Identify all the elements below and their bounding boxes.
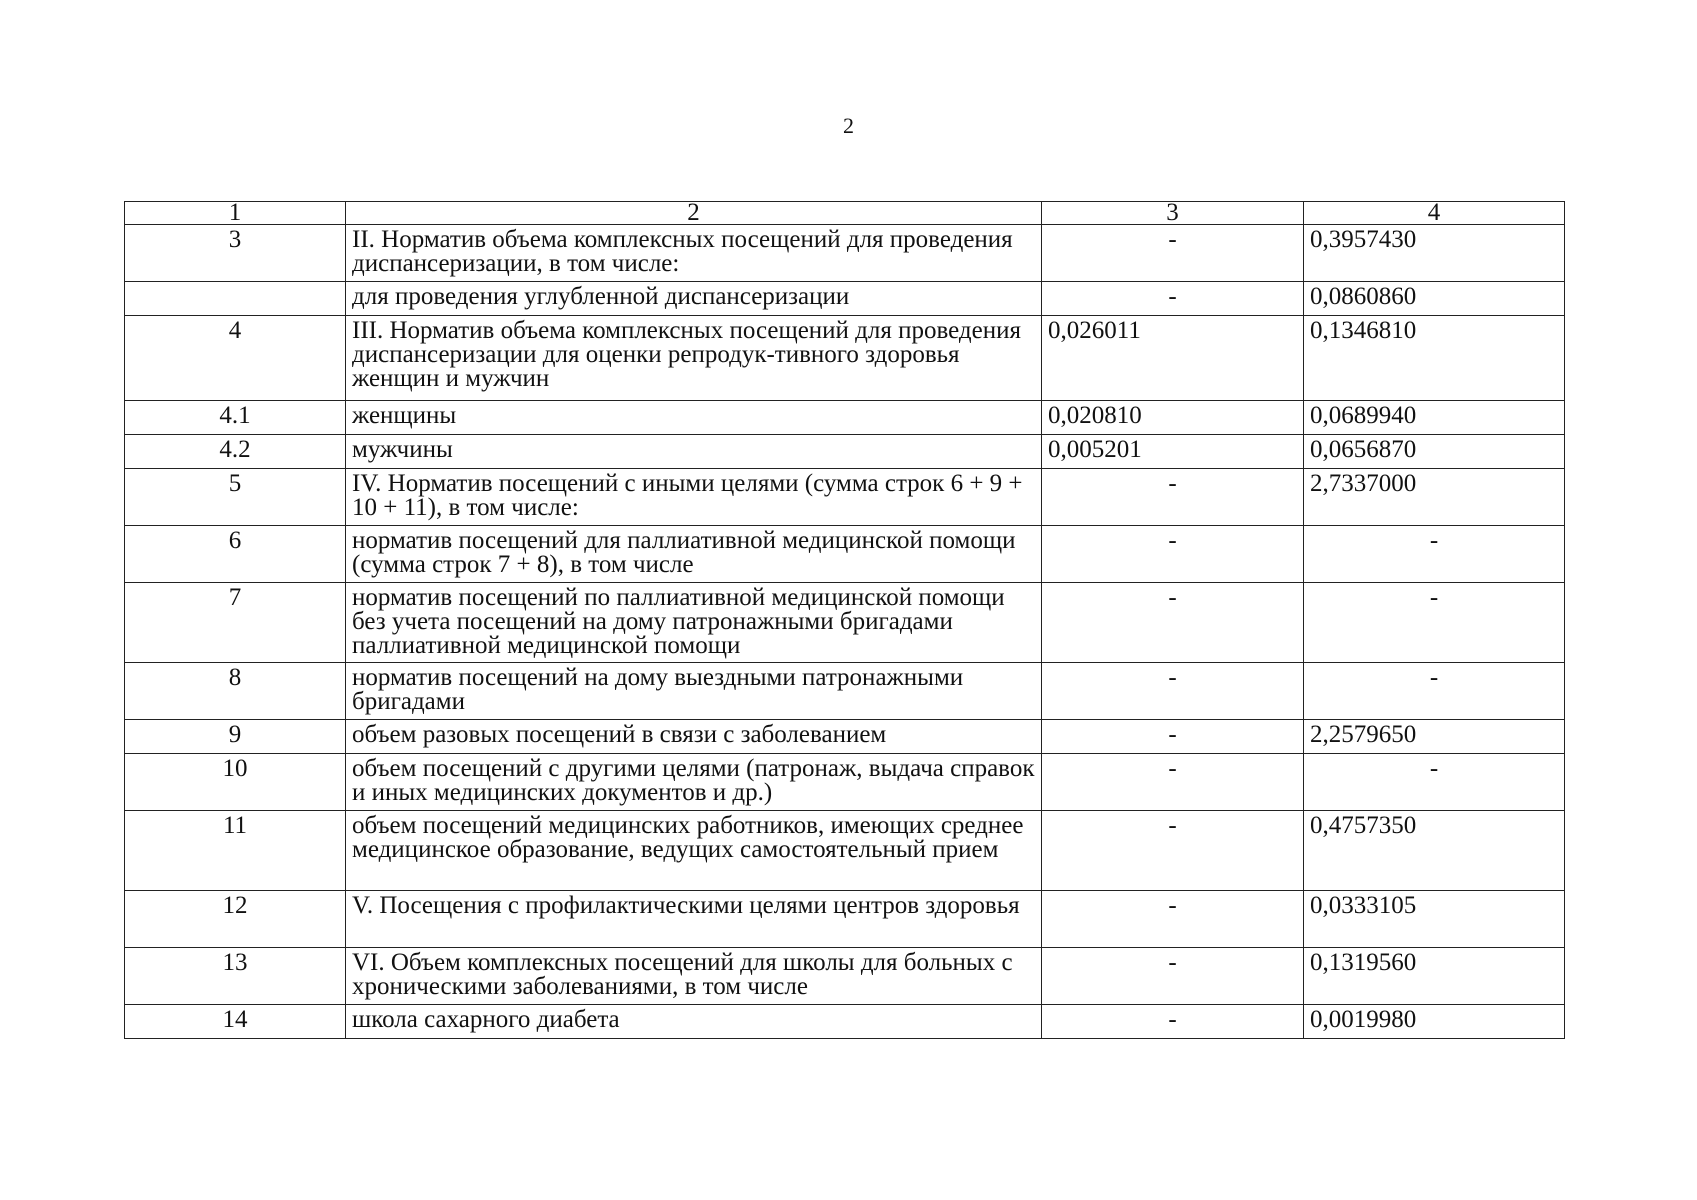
row-number-cell: 5: [125, 469, 346, 526]
column-number-header-row: [125, 202, 1565, 225]
column-3-value-cell: -: [1042, 1005, 1304, 1039]
column-4-value-cell: 0,0333105: [1304, 891, 1565, 948]
column-3-value-cell: -: [1042, 225, 1304, 282]
row-description-cell: женщины: [346, 401, 1042, 435]
column-4-value-cell: 2,2579650: [1304, 720, 1565, 754]
column-3-value-cell: -: [1042, 891, 1304, 948]
column-3-value-cell: -: [1042, 583, 1304, 663]
row-description-cell: норматив посещений по паллиативной медицинской помощи без учета посещений на дому патронажными бригадами паллиативной медицинской помощи: [346, 583, 1042, 663]
table-row: [125, 316, 1565, 401]
header-cell: 4: [1304, 202, 1565, 225]
row-description-cell: III. Норматив объема комплексных посещений для проведения диспансеризации для оценки репродук-тивного здоровья женщин и мужчин: [346, 316, 1042, 401]
row-number-cell: 6: [125, 526, 346, 583]
row-number-cell: 3: [125, 225, 346, 282]
table-row: [125, 663, 1565, 720]
column-4-value-cell: 2,7337000: [1304, 469, 1565, 526]
column-3-value-cell: -: [1042, 948, 1304, 1005]
header-cell: 1: [125, 202, 346, 225]
column-3-value-cell: 0,020810: [1042, 401, 1304, 435]
table-row: [125, 583, 1565, 663]
column-4-value-cell: 0,1319560: [1304, 948, 1565, 1005]
column-3-value-cell: -: [1042, 720, 1304, 754]
column-4-value-cell: 0,1346810: [1304, 316, 1565, 401]
table-row: [125, 526, 1565, 583]
row-description-cell: IV. Норматив посещений с иными целями (сумма строк 6 + 9 + 10 + 11), в том числе:: [346, 469, 1042, 526]
table-row: [125, 948, 1565, 1005]
column-4-value-cell: -: [1304, 526, 1565, 583]
column-4-value-cell: -: [1304, 754, 1565, 811]
row-number-cell: 10: [125, 754, 346, 811]
column-3-value-cell: -: [1042, 663, 1304, 720]
row-number-cell: 8: [125, 663, 346, 720]
row-number-cell: [125, 282, 346, 316]
row-description-cell: норматив посещений на дому выездными патронажными бригадами: [346, 663, 1042, 720]
column-3-value-cell: -: [1042, 754, 1304, 811]
column-4-value-cell: 0,0656870: [1304, 435, 1565, 469]
column-4-value-cell: -: [1304, 663, 1565, 720]
table-row: [125, 435, 1565, 469]
column-4-value-cell: 0,4757350: [1304, 811, 1565, 891]
row-description-cell: норматив посещений для паллиативной медицинской помощи (сумма строк 7 + 8), в том числе: [346, 526, 1042, 583]
row-description-cell: VI. Объем комплексных посещений для школы для больных с хроническими заболеваниями, в том числе: [346, 948, 1042, 1005]
row-description-cell: II. Норматив объема комплексных посещений для проведения диспансеризации, в том числе:: [346, 225, 1042, 282]
row-number-cell: 13: [125, 948, 346, 1005]
table-row: [125, 891, 1565, 948]
table-row: [125, 401, 1565, 435]
table-row: [125, 469, 1565, 526]
row-number-cell: 12: [125, 891, 346, 948]
table-row: [125, 225, 1565, 282]
table-row: [125, 754, 1565, 811]
page-number: 2: [843, 113, 854, 138]
row-description-cell: объем посещений медицинских работников, имеющих среднее медицинское образование, ведущих самостоятельный прием: [346, 811, 1042, 891]
norms-table: [124, 201, 1565, 1039]
row-description-cell: объем разовых посещений в связи с заболеванием: [346, 720, 1042, 754]
row-number-cell: 4.2: [125, 435, 346, 469]
row-description-cell: школа сахарного диабета: [346, 1005, 1042, 1039]
table-row: [125, 720, 1565, 754]
column-3-value-cell: -: [1042, 469, 1304, 526]
column-3-value-cell: -: [1042, 811, 1304, 891]
header-cell: 3: [1042, 202, 1304, 225]
row-number-cell: 7: [125, 583, 346, 663]
column-3-value-cell: 0,026011: [1042, 316, 1304, 401]
column-4-value-cell: 0,0019980: [1304, 1005, 1565, 1039]
column-3-value-cell: -: [1042, 282, 1304, 316]
norms-table-container: [124, 201, 1564, 1039]
column-4-value-cell: 0,3957430: [1304, 225, 1565, 282]
row-number-cell: 4: [125, 316, 346, 401]
table-row: [125, 811, 1565, 891]
row-description-cell: мужчины: [346, 435, 1042, 469]
column-4-value-cell: -: [1304, 583, 1565, 663]
row-number-cell: 11: [125, 811, 346, 891]
table-row: [125, 1005, 1565, 1039]
norms-table-body: [125, 202, 1565, 1039]
row-number-cell: 9: [125, 720, 346, 754]
column-4-value-cell: 0,0689940: [1304, 401, 1565, 435]
column-3-value-cell: -: [1042, 526, 1304, 583]
row-description-cell: V. Посещения с профилактическими целями центров здоровья: [346, 891, 1042, 948]
column-3-value-cell: 0,005201: [1042, 435, 1304, 469]
table-row: [125, 282, 1565, 316]
column-4-value-cell: 0,0860860: [1304, 282, 1565, 316]
row-number-cell: 4.1: [125, 401, 346, 435]
header-cell: 2: [346, 202, 1042, 225]
row-description-cell: объем посещений с другими целями (патронаж, выдача справок и иных медицинских документов и др.): [346, 754, 1042, 811]
row-description-cell: для проведения углубленной диспансеризации: [346, 282, 1042, 316]
row-number-cell: 14: [125, 1005, 346, 1039]
